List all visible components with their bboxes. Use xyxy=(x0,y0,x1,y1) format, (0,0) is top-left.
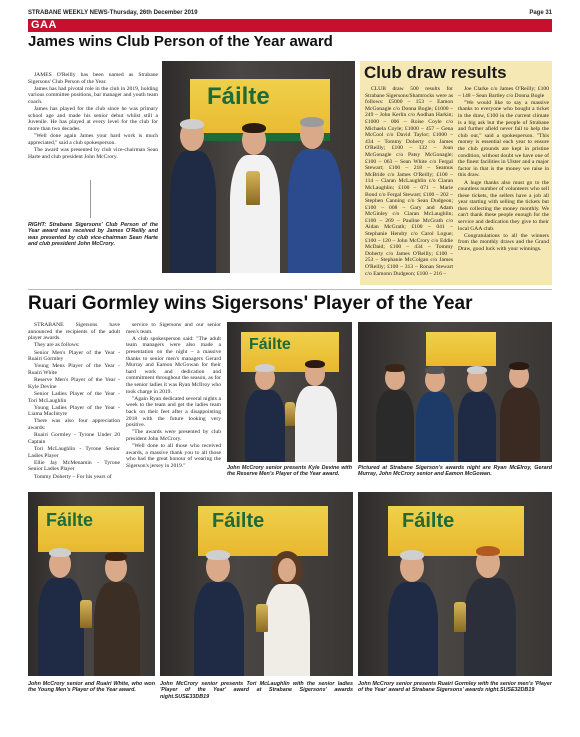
kyle-devine-caption: John McCrory senior presents Kyle Devine with the Reserve Men's Player of the Year award. xyxy=(227,465,352,478)
club-draw-col1 xyxy=(365,86,453,282)
failte-banner-text: Fáilte xyxy=(212,510,265,532)
story2-paragraph: STRABANE Sigersons have announced the recipients of the adult player awards. xyxy=(28,322,120,342)
story1-paragraph: James has had pivotal role in the club in 2019, holding various committee positions, bar manager and youth team coach. xyxy=(28,85,158,105)
story2-paragraph: Tori McLaughlin - Tyrone Senior Ladies Player xyxy=(28,446,120,459)
ruairi-white-photo xyxy=(28,492,155,676)
tori-mclaughlin-photo xyxy=(160,492,353,676)
ruairi-gormley-photo xyxy=(358,492,552,676)
story2-paragraph: Tommy Doherty – For his years of xyxy=(34,473,112,480)
failte-banner-text: Fáilte xyxy=(249,336,291,353)
managers-photo xyxy=(358,322,552,462)
story2-paragraph: A club spokesperson said: "The adult team managers were also made a presentation on the night – a massive thanks to senior men's managers Gerard Murray and Eamon McGowan for their hard work and dedication and commitment throughout the season, as for the senior ladies it was Ryan McIlroy who took charge in 2019. xyxy=(126,335,221,395)
story2-paragraph: Young Mens Player of the Year - Ruairi White xyxy=(28,363,120,376)
story1-body xyxy=(28,72,158,190)
story2-paragraph: "Again Ryan dedicated several nights a week to the team and get the ladies team back on their feet after a disappointing 2018 with the future looking very positive. xyxy=(126,395,221,429)
story2-paragraph: Young Ladies Player of the Year - Liama MacIntyre xyxy=(28,404,120,418)
club-person-photo xyxy=(162,61,355,273)
managers-caption: Pictured at Strabane Sigerson's awards night are Ryan McElroy, Gerard Murray, John McCrory senior and Eamon McGowan. xyxy=(358,465,552,478)
story2-paragraph: Senior Ladies Player of the Year - Tori McLaughlin xyxy=(28,390,120,404)
club-draw-paragraph: A huge thanks also must go to the countless number of volunteers who sell these tickets, the sellers have a job all year starting with selling the tickets but then collecting the money monthly. We can't thank these people enough for the service and dedication they give to their local GAA club. xyxy=(458,179,549,232)
story1-headline: James wins Club Person of the Year award xyxy=(28,33,333,50)
club-draw-title: Club draw results xyxy=(364,63,507,82)
tori-mclaughlin-caption: John McCrory senior presents Tori McLaughlin with the senior ladies 'Player of the Year' award at Strabane Sigersons' awards night.SUSE33DB19 xyxy=(160,681,353,700)
club-draw-paragraph: Joe Clarke c/o James O'Reilly; £100 – 148 – Sean Bartley c/o Donna Bogle xyxy=(458,86,549,99)
kyle-devine-photo xyxy=(227,322,352,462)
story2-paragraph: Reserve Men's Player of the Year - Kyle Devine xyxy=(28,377,120,390)
story2-paragraph: They are as follows: xyxy=(34,342,80,349)
masthead xyxy=(28,8,552,18)
page-number: Page 31 xyxy=(529,10,552,16)
story2-paragraph: There was also four appreciation awards: xyxy=(28,418,120,432)
failte-banner-text: Fáilte xyxy=(46,510,94,530)
story2-paragraph: service to Sigersons and our senior men's team. xyxy=(126,322,221,335)
story2-paragraph: Ruairi Gormley - Tyrone Under 20 Captain xyxy=(28,432,120,445)
story2-paragraph: "The awards were presented by club president John McCrory. xyxy=(126,429,221,442)
story2-paragraph: Ellie Jay McMenamin - Tyrone Senior Ladies Player xyxy=(28,459,120,473)
club-person-caption: RIGHT: Strabane Sigersons' Club Person of the Year award was received by James O'Reilly and was presented by club vice-chairman Sean Harte and club president John McCrory. xyxy=(28,222,158,247)
story1-paragraph: James has played for the club since he was primary school age and made his senior debut whilst still a Juvenile. He has played at every level for the club for more than two decades. xyxy=(28,106,158,132)
story1-paragraph: JAMES O'Reilly has been named as Strabane Sigersons' Club Person of the Year. xyxy=(28,72,158,85)
section-label: GAA xyxy=(31,19,57,31)
club-draw-paragraph: "We would like to say a massive thanks to everyone who bought a ticket in the draw, £100 in the current climate is a big ask but the people of Strabane and further afield never fail to help the club out," said a spokesperson. "This money is essential each year to ensure the club grounds are kept in pristine condition, without doubt we have one of the finest facilities in Ulster and a major factor in that is the money we raise in this draw. xyxy=(458,99,549,179)
club-draw-results: CLUB draw 500 results for Strabane Sigersons/Shamrocks were as follows: £5000 – 153 – Eamon McGonagle c/o Donna Bogle; £1000 – 249 – John Kerlin c/o Aodhan Harkin; £1000 – 006 – Roise Coyle c/o Michaela Coyle; £1000 – 457 – Gena McCool c/o David Taylor; £1000 – 434 – Tommy Doherty c/o James O'Reilly; £100 – 132 – Joan McGonagle c/o Patsy McGonagle; £100 – 063 – Sean White c/o Fergal Stewart; £100 – 218 – Seamus McBride c/o James O'Reilly; £100 – 114 – Ciaran McLaughlin c/o Ciaran McLaughlin; £100 – 071 – Marie Bond c/o Fergal Stewart; £100 – 202 – Stephen Canning c/o Sean Dudgeon; £100 – 008 – Gary and Adam McGinley c/o Ciaran McLaughlin; £100 – 269 – Pauline McGrath c/o Aidan McGrath; £100 – 041 – Stephanie Hendry c/o Carol Logue; £100 – 120 – John McCrory c/o Eddie McDaid; £100 – 434 – Tommy Doherty c/o James O'Reilly; £100 – 253 – Stephanie McColgan c/o James O'Reilly; £100 – 313 – Ronan Stewart c/o Eamonn Dudgeon; £100 – 216 – xyxy=(365,86,453,277)
story2-col2 xyxy=(126,322,221,488)
story1-paragraph: "Well done again James your hard work is much appreciated," said a club spokesperson. xyxy=(28,133,158,146)
story2-headline: Ruari Gormley wins Sigersons' Player of the Year xyxy=(28,293,473,314)
ruairi-white-caption: John McCrory senior and Ruairi White, who won the Young Men's Player of the Year award. xyxy=(28,681,155,694)
section-banner xyxy=(28,19,552,32)
masthead-date: STRABANE WEEKLY NEWS-Thursday, 26th December 2019 xyxy=(28,10,198,16)
story2-paragraph: Senior Men's Player of the Year - Ruairi Gormley xyxy=(28,349,120,363)
failte-banner-text: Fáilte xyxy=(207,83,270,110)
failte-banner-text: Fáilte xyxy=(402,510,455,532)
club-draw-paragraph: Congratulations to all the winners from the monthly draws and the Grand Draw, good luck with your winnings. xyxy=(458,232,549,253)
story1-paragraph: The award was presented by club vice-chairman Sean Harte and club president John McCrory. xyxy=(28,146,158,160)
story2-col1 xyxy=(28,322,120,488)
story2-paragraph: "Well done to all those who received awards, a massive thank you to all those who had the great honour of wearing the Sigerson's jersey in 2019." xyxy=(126,443,221,469)
ruairi-gormley-caption: John McCrory senior presents Ruairi Gormley with the senior men's 'Player of the Year' award at Strabane Sigersons' awards night.SUSE32DB19 xyxy=(358,681,552,694)
club-draw-col2 xyxy=(458,86,549,282)
